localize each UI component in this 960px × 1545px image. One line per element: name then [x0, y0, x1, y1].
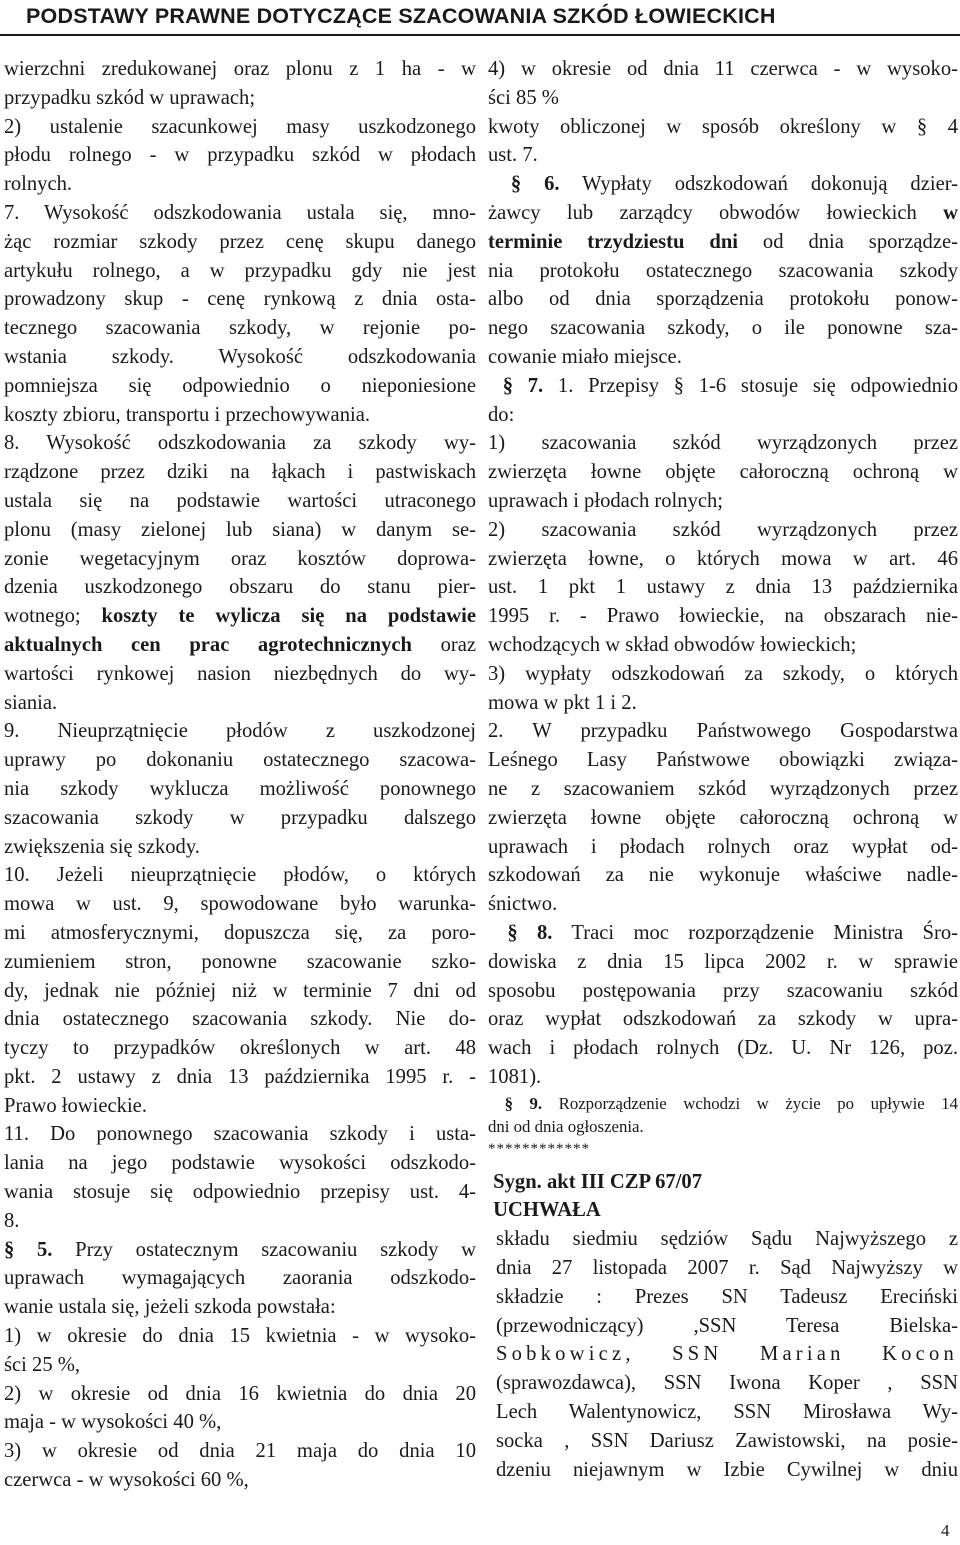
text-line: składzie : Prezes SN Tadeusz Ereciński [496, 1285, 958, 1308]
text-line: zwiększenia się szkody. [4, 835, 200, 858]
text-line: Lech Walentynowicz, SSN Mirosława Wy- [496, 1401, 958, 1424]
text-line: czerwca - w wysokości 60 %, [4, 1469, 249, 1492]
text-line: tecznego szacowania szkody, w rejonie po- [4, 317, 476, 340]
text-line: 2) szacowania szkód wyrządzonych przez [488, 518, 958, 541]
section-mark: § 9. [504, 1093, 543, 1113]
text-line: artykułu rolnego, a w przypadku gdy nie jest [4, 259, 476, 282]
text-line: 7. Wysokość odszkodowania ustala się, mno- [4, 201, 476, 224]
text-line: wstania szkody. Wysokość odszkodowania [4, 345, 476, 368]
text-line: składu siedmiu sędziów Sądu Najwyższego z [496, 1228, 958, 1251]
text-line: wanie ustala się, jeżeli szkoda powstała: [4, 1296, 336, 1319]
text-line: 8. Wysokość odszkodowania za szkody wy- [4, 432, 476, 455]
text-line [488, 199, 958, 228]
text-line: dnia ostatecznego szacowania szkody. Nie do- [4, 1008, 476, 1031]
text-line: 2. W przypadku Państwowego Gospodarstwa [488, 720, 958, 743]
text-line: szacowania szkody w przypadku dalszego [4, 806, 476, 829]
text-line: cowanie miało miejsce. [488, 345, 682, 368]
text-line: żąc rozmiar szkody przez cenę skupu danego [4, 230, 476, 253]
text-segment: Rozporządzenie wchodzi w życie po upływie 14 [542, 1093, 959, 1113]
text-line: nia szkody wyklucza możliwość ponownego [4, 777, 476, 800]
text-line: 1995 r. - Prawo łowieckie, na obszarach nie- [488, 605, 958, 628]
text-line: do: [488, 403, 515, 426]
page-title: PODSTAWY PRAWNE DOTYCZĄCE SZACOWANIA SZKÓD ŁOWIECKICH [26, 4, 776, 28]
bold-text: UCHWAŁA [493, 1199, 601, 1222]
text-line: uprawach i płodach rolnych oraz wypłat od- [488, 835, 958, 858]
text-line: uprawach wymagających zaorania odszkodo- [4, 1267, 476, 1290]
spacer [488, 1160, 958, 1168]
section-mark: § 6. [510, 173, 560, 196]
text-line: wania stosuje się odpowiednio przepisy ust. 4- [4, 1181, 476, 1204]
text-line: 8. [4, 1209, 20, 1232]
text-segment: Wypłaty odszkodowań dokonują dzier- [559, 173, 959, 196]
text-line: 3) wypłaty odszkodowań za szkody, o których [488, 662, 958, 685]
text-line: 4) w okresie od dnia 11 czerwca - w wysoko- [488, 58, 958, 80]
section-mark: § 7. [502, 374, 544, 397]
text-line: siania. [4, 691, 58, 714]
text-line: 2) ustalenie szacunkowej masy uszkodzonego [4, 115, 476, 138]
text-line: 3) w okresie od dnia 21 maja do dnia 10 [4, 1440, 476, 1463]
text-line: dni od dnia ogłoszenia. [488, 1116, 644, 1136]
text-line: Sobkowicz, SSN Marian Kocon [496, 1343, 958, 1366]
resolution-body [488, 1225, 958, 1484]
text-line: 1) w okresie do dnia 15 kwietnia - w wysoko- [4, 1325, 476, 1348]
text-line: wierzchni zredukowanej oraz plonu z 1 ha - w [4, 58, 476, 80]
text-line: 1) szacowania szkód wyrządzonych przez [488, 432, 958, 455]
text-line [488, 170, 958, 199]
text-line: ści 85 % [488, 86, 559, 109]
text-line: maja - w wysokości 40 %, [4, 1411, 222, 1434]
text-line: prowadzony skup - cenę rynkową z dnia osta- [4, 288, 476, 311]
paragraph-section-9 [488, 1092, 958, 1160]
text-line: plonu (masy zielonej lub siana) w danym se- [4, 518, 476, 541]
text-line: wartości rynkowej nasion niezbędnych do wy- [4, 662, 476, 685]
text-line: 9. Nieuprzątnięcie płodów z uszkodzonej [4, 720, 476, 743]
text-line: mowa w ust. 9, spowodowane było warunka- [4, 893, 476, 916]
paragraph-section-6 [488, 170, 958, 372]
text-line: dzenia uszkodzonego obszaru do stanu pier- [4, 576, 476, 599]
text-line: kwoty obliczonej w sposób określony w § 4 [488, 115, 958, 138]
text-line: ne z szacowaniem szkód wyrządzonych przez [488, 777, 958, 800]
text-line [488, 1092, 958, 1115]
paragraph-point-10 [4, 861, 476, 1120]
text-line: socka , SSN Dariusz Zawistowski, na posie- [496, 1429, 958, 1452]
separator-stars: ************ [488, 1140, 590, 1157]
text-segment: Traci moc rozporządzenie Ministra Śro- [552, 921, 959, 944]
text-line: mi atmosferycznymi, dopuszcza się, za poro- [4, 921, 476, 944]
text-line: ust. 1 pkt 1 ustawy z dnia 13 października [488, 576, 958, 599]
bold-text: terminie trzydziestu dni [488, 230, 739, 253]
text-segment: oraz [411, 633, 476, 656]
right-column [488, 55, 958, 1484]
text-line: uprawy po dokonaniu ostatecznego szacowa- [4, 749, 476, 772]
page-number: 4 [941, 1521, 950, 1540]
header-rule [0, 34, 960, 36]
text-line [488, 919, 958, 948]
text-line: koszty zbioru, transportu i przechowywania. [4, 403, 371, 426]
paragraph-point-9 [4, 717, 476, 861]
text-line: oraz wypłat odszkodowań za szkody w upra- [488, 1008, 958, 1031]
text-line: ustala się na podstawie wartości utraconego [4, 489, 476, 512]
bold-text: w [943, 201, 958, 224]
bold-text: aktualnych cen prac agrotechnicznych [4, 633, 412, 656]
text-line: rządzone przez dziki na łąkach i pastwiskach [4, 461, 476, 484]
text-line: dzeniu niejawnym w Izbie Cywilnej w dniu [496, 1458, 958, 1481]
text-line: 11. Do ponownego szacowania szkody i usta- [4, 1123, 476, 1146]
text-segment: 1. Przepisy § 1-6 stosuje się odpowiednio [543, 374, 958, 397]
text-line: ust. 7. [488, 144, 538, 167]
text-line: (przewodniczący) ,SSN Teresa Bielska- [496, 1314, 958, 1337]
text-segment: żawcy lub zarządcy obwodów łowieckich [488, 201, 944, 224]
text-line: pomniejsza się odpowiednio o nieponiesione [4, 374, 476, 397]
text-line: przypadku szkód w uprawach; [4, 86, 256, 109]
text-line: lania na jego podstawie wysokości odszkodo- [4, 1152, 476, 1175]
text-line: albo od dnia sporządzenia protokołu ponow- [488, 288, 958, 311]
text-line: zwierzęta łowne objęte całoroczną ochroną w [488, 806, 958, 829]
paragraph-point-8 [4, 429, 476, 717]
paragraph-section-7 [488, 372, 958, 919]
text-line: zonie wegetacyjnym oraz kosztów doprowa- [4, 547, 476, 570]
bold-text: koszty te wylicza się na podstawie [101, 605, 476, 628]
text-line: zwierzęta łowne objęte całoroczną ochroną w [488, 461, 958, 484]
text-line [4, 1236, 476, 1265]
text-line: sposobu postępowania przy szacowaniu szkód [488, 979, 958, 1002]
text-line [4, 602, 476, 631]
text-line: wchodzących w skład obwodów łowieckich; [488, 633, 857, 656]
bold-text: Sygn. akt III CZP 67/07 [493, 1170, 703, 1193]
text-line: 1081). [488, 1065, 542, 1088]
text-line: wach i płodach rolnych (Dz. U. Nr 126, poz. [488, 1037, 958, 1060]
text-line: Prawo łowieckie. [4, 1094, 147, 1117]
text-line: pkt. 2 ustawy z dnia 13 października 1995 r. - [4, 1065, 476, 1088]
text-line: (sprawozdawca), SSN Iwona Koper , SSN [496, 1372, 958, 1395]
text-line: tyczy to przypadków określonych w art. 48 [4, 1037, 476, 1060]
text-line: uprawach i płodach rolnych; [488, 489, 724, 512]
resolution-title [488, 1196, 958, 1225]
text-line: mowa w pkt 1 i 2. [488, 691, 637, 714]
paragraph-point-11 [4, 1120, 476, 1235]
paragraph-section-5 [4, 1236, 476, 1495]
text-line: śnictwo. [488, 893, 558, 916]
text-line: nego szacowania szkody, o ile ponowne sza- [488, 317, 958, 340]
text-line: Leśnego Lasy Państwowe obowiązki związa- [488, 749, 958, 772]
paragraph-intro-right [488, 55, 958, 170]
paragraph-point-7 [4, 199, 476, 429]
paragraph-section-8 [488, 919, 958, 1092]
text-line [4, 631, 476, 660]
resolution-heading [488, 1168, 958, 1226]
text-segment: od dnia sporządze- [738, 230, 958, 253]
case-number [488, 1168, 958, 1197]
text-line: dnia 27 listopada 2007 r. Sąd Najwyższy w [496, 1257, 958, 1280]
text-line: nia protokołu ostatecznego szacowania szkody [488, 259, 958, 282]
paragraph-intro-left [4, 55, 476, 199]
text-line: 2) w okresie od dnia 16 kwietnia do dnia 20 [4, 1382, 476, 1405]
text-line: zwierzęta łowne, o których mowa w art. 46 [488, 547, 958, 570]
text-line: szkodowań za nie wykonuje właściwe nadle- [488, 864, 958, 887]
text-segment: Przy ostatecznym szacowaniu szkody w [52, 1238, 477, 1261]
left-column [4, 55, 476, 1495]
section-mark: § 5. [4, 1238, 53, 1261]
text-line: dy, jednak nie później niż w terminie 7 dni od [4, 979, 476, 1002]
text-line: rolnych. [4, 173, 73, 196]
text-line: płodu rolnego - w przypadku szkód w płodach [4, 144, 476, 167]
section-mark: § 8. [507, 921, 553, 944]
text-line: ści 25 %, [4, 1353, 81, 1376]
page-header [0, 0, 960, 34]
text-line [488, 372, 958, 401]
text-line: zumieniem stron, ponowne szacowanie szko- [4, 950, 476, 973]
text-line [488, 228, 958, 257]
text-line: dowiska z dnia 15 lipca 2002 r. w sprawie [488, 950, 958, 973]
text-segment: wotnego; [4, 605, 102, 628]
text-line: 10. Jeżeli nieuprzątnięcie płodów, o których [4, 864, 476, 887]
